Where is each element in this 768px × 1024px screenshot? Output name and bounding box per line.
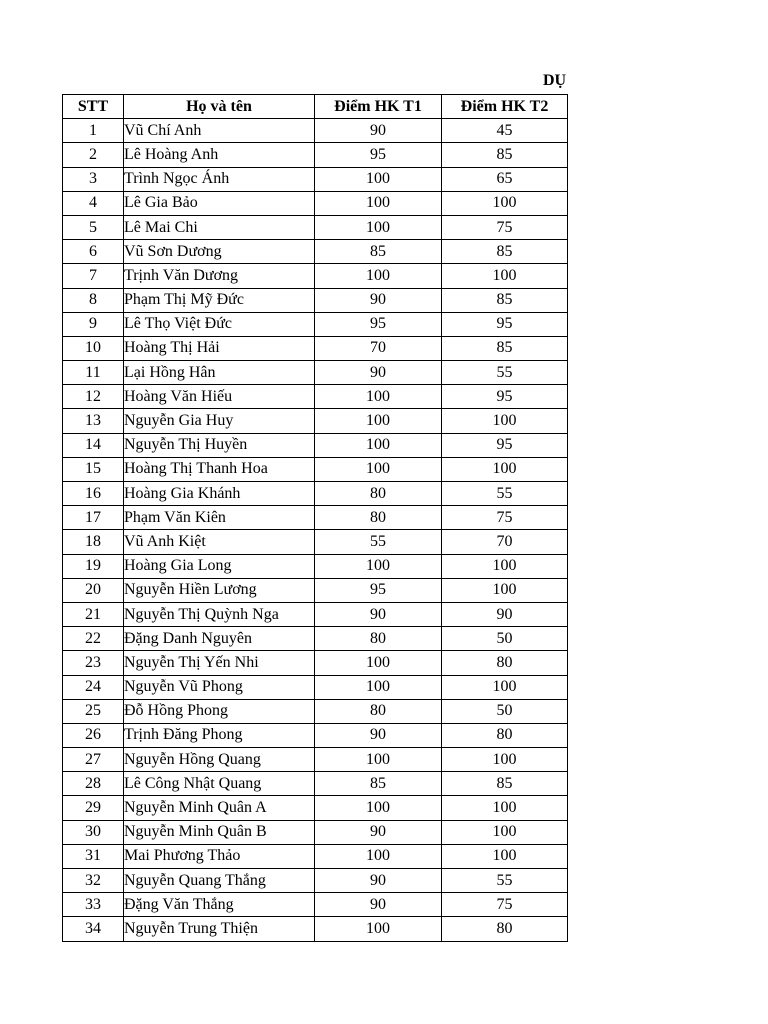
table-row — [63, 627, 568, 651]
cell-stt: 18 — [63, 530, 124, 554]
table-row — [63, 361, 568, 385]
cell-t2: 100 — [442, 554, 568, 578]
cell-t1: 85 — [315, 772, 442, 796]
cell-name: Trình Ngọc Ánh — [124, 167, 315, 191]
cell-name: Hoàng Thị Hải — [124, 336, 315, 360]
cell-t1: 100 — [315, 191, 442, 215]
cell-name: Vũ Sơn Dương — [124, 240, 315, 264]
table-row — [63, 699, 568, 723]
cell-t2: 85 — [442, 336, 568, 360]
cell-t1: 80 — [315, 482, 442, 506]
cell-name: Nguyễn Thị Quỳnh Nga — [124, 602, 315, 626]
cell-t2: 55 — [442, 869, 568, 893]
cell-t1: 90 — [315, 869, 442, 893]
cell-name: Nguyễn Vũ Phong — [124, 675, 315, 699]
cell-stt: 6 — [63, 240, 124, 264]
cell-t1: 100 — [315, 385, 442, 409]
cell-stt: 31 — [63, 844, 124, 868]
cell-t1: 95 — [315, 578, 442, 602]
cell-name: Phạm Thị Mỹ Đức — [124, 288, 315, 312]
cell-t1: 90 — [315, 723, 442, 747]
cell-name: Nguyễn Gia Huy — [124, 409, 315, 433]
cell-t2: 55 — [442, 361, 568, 385]
cell-name: Trịnh Đăng Phong — [124, 723, 315, 747]
table-row — [63, 288, 568, 312]
cell-t1: 85 — [315, 240, 442, 264]
cell-stt: 32 — [63, 869, 124, 893]
cell-name: Hoàng Gia Khánh — [124, 482, 315, 506]
table-row — [63, 336, 568, 360]
cell-name: Lại Hồng Hân — [124, 361, 315, 385]
table-row — [63, 506, 568, 530]
cell-t2: 80 — [442, 651, 568, 675]
cell-t1: 100 — [315, 264, 442, 288]
cell-t2: 100 — [442, 191, 568, 215]
cell-stt: 34 — [63, 917, 124, 941]
cell-stt: 21 — [63, 602, 124, 626]
table-row — [63, 385, 568, 409]
cell-stt: 7 — [63, 264, 124, 288]
cell-t2: 100 — [442, 578, 568, 602]
table-row — [63, 167, 568, 191]
cell-stt: 22 — [63, 627, 124, 651]
header-stt: STT — [63, 95, 124, 119]
cell-stt: 28 — [63, 772, 124, 796]
cell-t1: 90 — [315, 361, 442, 385]
cell-t2: 100 — [442, 675, 568, 699]
cell-t2: 80 — [442, 917, 568, 941]
page-heading: DỤ — [543, 72, 567, 89]
table-row — [63, 143, 568, 167]
cell-t1: 90 — [315, 602, 442, 626]
cell-t1: 100 — [315, 409, 442, 433]
cell-name: Nguyễn Minh Quân B — [124, 820, 315, 844]
cell-t2: 45 — [442, 119, 568, 143]
cell-stt: 30 — [63, 820, 124, 844]
cell-stt: 14 — [63, 433, 124, 457]
cell-t1: 90 — [315, 820, 442, 844]
cell-stt: 3 — [63, 167, 124, 191]
cell-stt: 29 — [63, 796, 124, 820]
cell-name: Lê Gia Bảo — [124, 191, 315, 215]
cell-t2: 85 — [442, 288, 568, 312]
table-row — [63, 893, 568, 917]
cell-name: Vũ Anh Kiệt — [124, 530, 315, 554]
cell-t2: 95 — [442, 312, 568, 336]
table-row — [63, 602, 568, 626]
table-row — [63, 796, 568, 820]
cell-stt: 10 — [63, 336, 124, 360]
table-row — [63, 457, 568, 481]
cell-t1: 100 — [315, 554, 442, 578]
cell-stt: 23 — [63, 651, 124, 675]
cell-t2: 65 — [442, 167, 568, 191]
cell-stt: 20 — [63, 578, 124, 602]
table-row — [63, 264, 568, 288]
table-row — [63, 312, 568, 336]
cell-t2: 75 — [442, 506, 568, 530]
cell-stt: 4 — [63, 191, 124, 215]
cell-t2: 100 — [442, 409, 568, 433]
cell-name: Nguyễn Trung Thiện — [124, 917, 315, 941]
table-row — [63, 530, 568, 554]
cell-t1: 80 — [315, 699, 442, 723]
cell-t2: 100 — [442, 457, 568, 481]
cell-name: Lê Thọ Việt Đức — [124, 312, 315, 336]
cell-stt: 9 — [63, 312, 124, 336]
cell-name: Trịnh Văn Dương — [124, 264, 315, 288]
cell-name: Lê Công Nhật Quang — [124, 772, 315, 796]
table-row — [63, 482, 568, 506]
cell-name: Nguyễn Quang Thắng — [124, 869, 315, 893]
cell-t1: 80 — [315, 506, 442, 530]
table-row — [63, 240, 568, 264]
header-t2: Điểm HK T2 — [442, 95, 568, 119]
header-row — [63, 95, 568, 119]
cell-stt: 24 — [63, 675, 124, 699]
cell-t1: 100 — [315, 675, 442, 699]
cell-stt: 26 — [63, 723, 124, 747]
cell-name: Mai Phương Thảo — [124, 844, 315, 868]
cell-t2: 80 — [442, 723, 568, 747]
cell-t2: 70 — [442, 530, 568, 554]
cell-name: Hoàng Thị Thanh Hoa — [124, 457, 315, 481]
cell-t1: 80 — [315, 627, 442, 651]
cell-stt: 19 — [63, 554, 124, 578]
table-row — [63, 844, 568, 868]
cell-t2: 100 — [442, 844, 568, 868]
cell-t2: 55 — [442, 482, 568, 506]
cell-t2: 50 — [442, 627, 568, 651]
cell-stt: 33 — [63, 893, 124, 917]
cell-t2: 75 — [442, 215, 568, 239]
cell-t1: 100 — [315, 215, 442, 239]
cell-name: Đặng Danh Nguyên — [124, 627, 315, 651]
cell-t1: 100 — [315, 651, 442, 675]
grades-body — [63, 119, 568, 941]
table-row — [63, 119, 568, 143]
cell-t1: 90 — [315, 893, 442, 917]
cell-t2: 85 — [442, 143, 568, 167]
table-row — [63, 917, 568, 941]
cell-t2: 100 — [442, 748, 568, 772]
cell-stt: 13 — [63, 409, 124, 433]
cell-t1: 95 — [315, 143, 442, 167]
cell-stt: 5 — [63, 215, 124, 239]
cell-name: Nguyễn Thị Huyền — [124, 433, 315, 457]
cell-t1: 90 — [315, 288, 442, 312]
cell-name: Đặng Văn Thắng — [124, 893, 315, 917]
cell-t1: 100 — [315, 457, 442, 481]
cell-t1: 100 — [315, 844, 442, 868]
cell-name: Lê Hoàng Anh — [124, 143, 315, 167]
cell-name: Nguyễn Minh Quân A — [124, 796, 315, 820]
cell-t2: 100 — [442, 264, 568, 288]
cell-t1: 90 — [315, 119, 442, 143]
cell-t2: 95 — [442, 433, 568, 457]
table-row — [63, 723, 568, 747]
cell-name: Đỗ Hồng Phong — [124, 699, 315, 723]
cell-t1: 100 — [315, 748, 442, 772]
cell-stt: 12 — [63, 385, 124, 409]
cell-t2: 85 — [442, 240, 568, 264]
table-row — [63, 433, 568, 457]
cell-t1: 55 — [315, 530, 442, 554]
table-row — [63, 554, 568, 578]
table-row — [63, 869, 568, 893]
table-row — [63, 215, 568, 239]
cell-stt: 27 — [63, 748, 124, 772]
cell-name: Phạm Văn Kiên — [124, 506, 315, 530]
grades-table — [62, 94, 568, 942]
cell-stt: 17 — [63, 506, 124, 530]
table-row — [63, 748, 568, 772]
cell-stt: 25 — [63, 699, 124, 723]
cell-stt: 8 — [63, 288, 124, 312]
cell-name: Lê Mai Chi — [124, 215, 315, 239]
cell-t2: 85 — [442, 772, 568, 796]
cell-name: Nguyễn Hồng Quang — [124, 748, 315, 772]
cell-t2: 95 — [442, 385, 568, 409]
cell-t2: 90 — [442, 602, 568, 626]
cell-t1: 100 — [315, 167, 442, 191]
table-row — [63, 675, 568, 699]
cell-t2: 100 — [442, 820, 568, 844]
cell-stt: 16 — [63, 482, 124, 506]
cell-stt: 1 — [63, 119, 124, 143]
cell-name: Nguyễn Hiền Lương — [124, 578, 315, 602]
header-name: Họ và tên — [124, 95, 315, 119]
cell-t1: 70 — [315, 336, 442, 360]
table-row — [63, 409, 568, 433]
cell-t1: 95 — [315, 312, 442, 336]
cell-t1: 100 — [315, 433, 442, 457]
cell-t2: 50 — [442, 699, 568, 723]
table-row — [63, 191, 568, 215]
cell-stt: 15 — [63, 457, 124, 481]
table-row — [63, 578, 568, 602]
table-row — [63, 772, 568, 796]
cell-stt: 11 — [63, 361, 124, 385]
cell-name: Nguyễn Thị Yến Nhi — [124, 651, 315, 675]
cell-name: Vũ Chí Anh — [124, 119, 315, 143]
table-row — [63, 651, 568, 675]
header-t1: Điểm HK T1 — [315, 95, 442, 119]
table-row — [63, 820, 568, 844]
cell-t1: 100 — [315, 796, 442, 820]
cell-t2: 75 — [442, 893, 568, 917]
cell-t1: 100 — [315, 917, 442, 941]
cell-stt: 2 — [63, 143, 124, 167]
cell-name: Hoàng Gia Long — [124, 554, 315, 578]
cell-t2: 100 — [442, 796, 568, 820]
cell-name: Hoàng Văn Hiếu — [124, 385, 315, 409]
